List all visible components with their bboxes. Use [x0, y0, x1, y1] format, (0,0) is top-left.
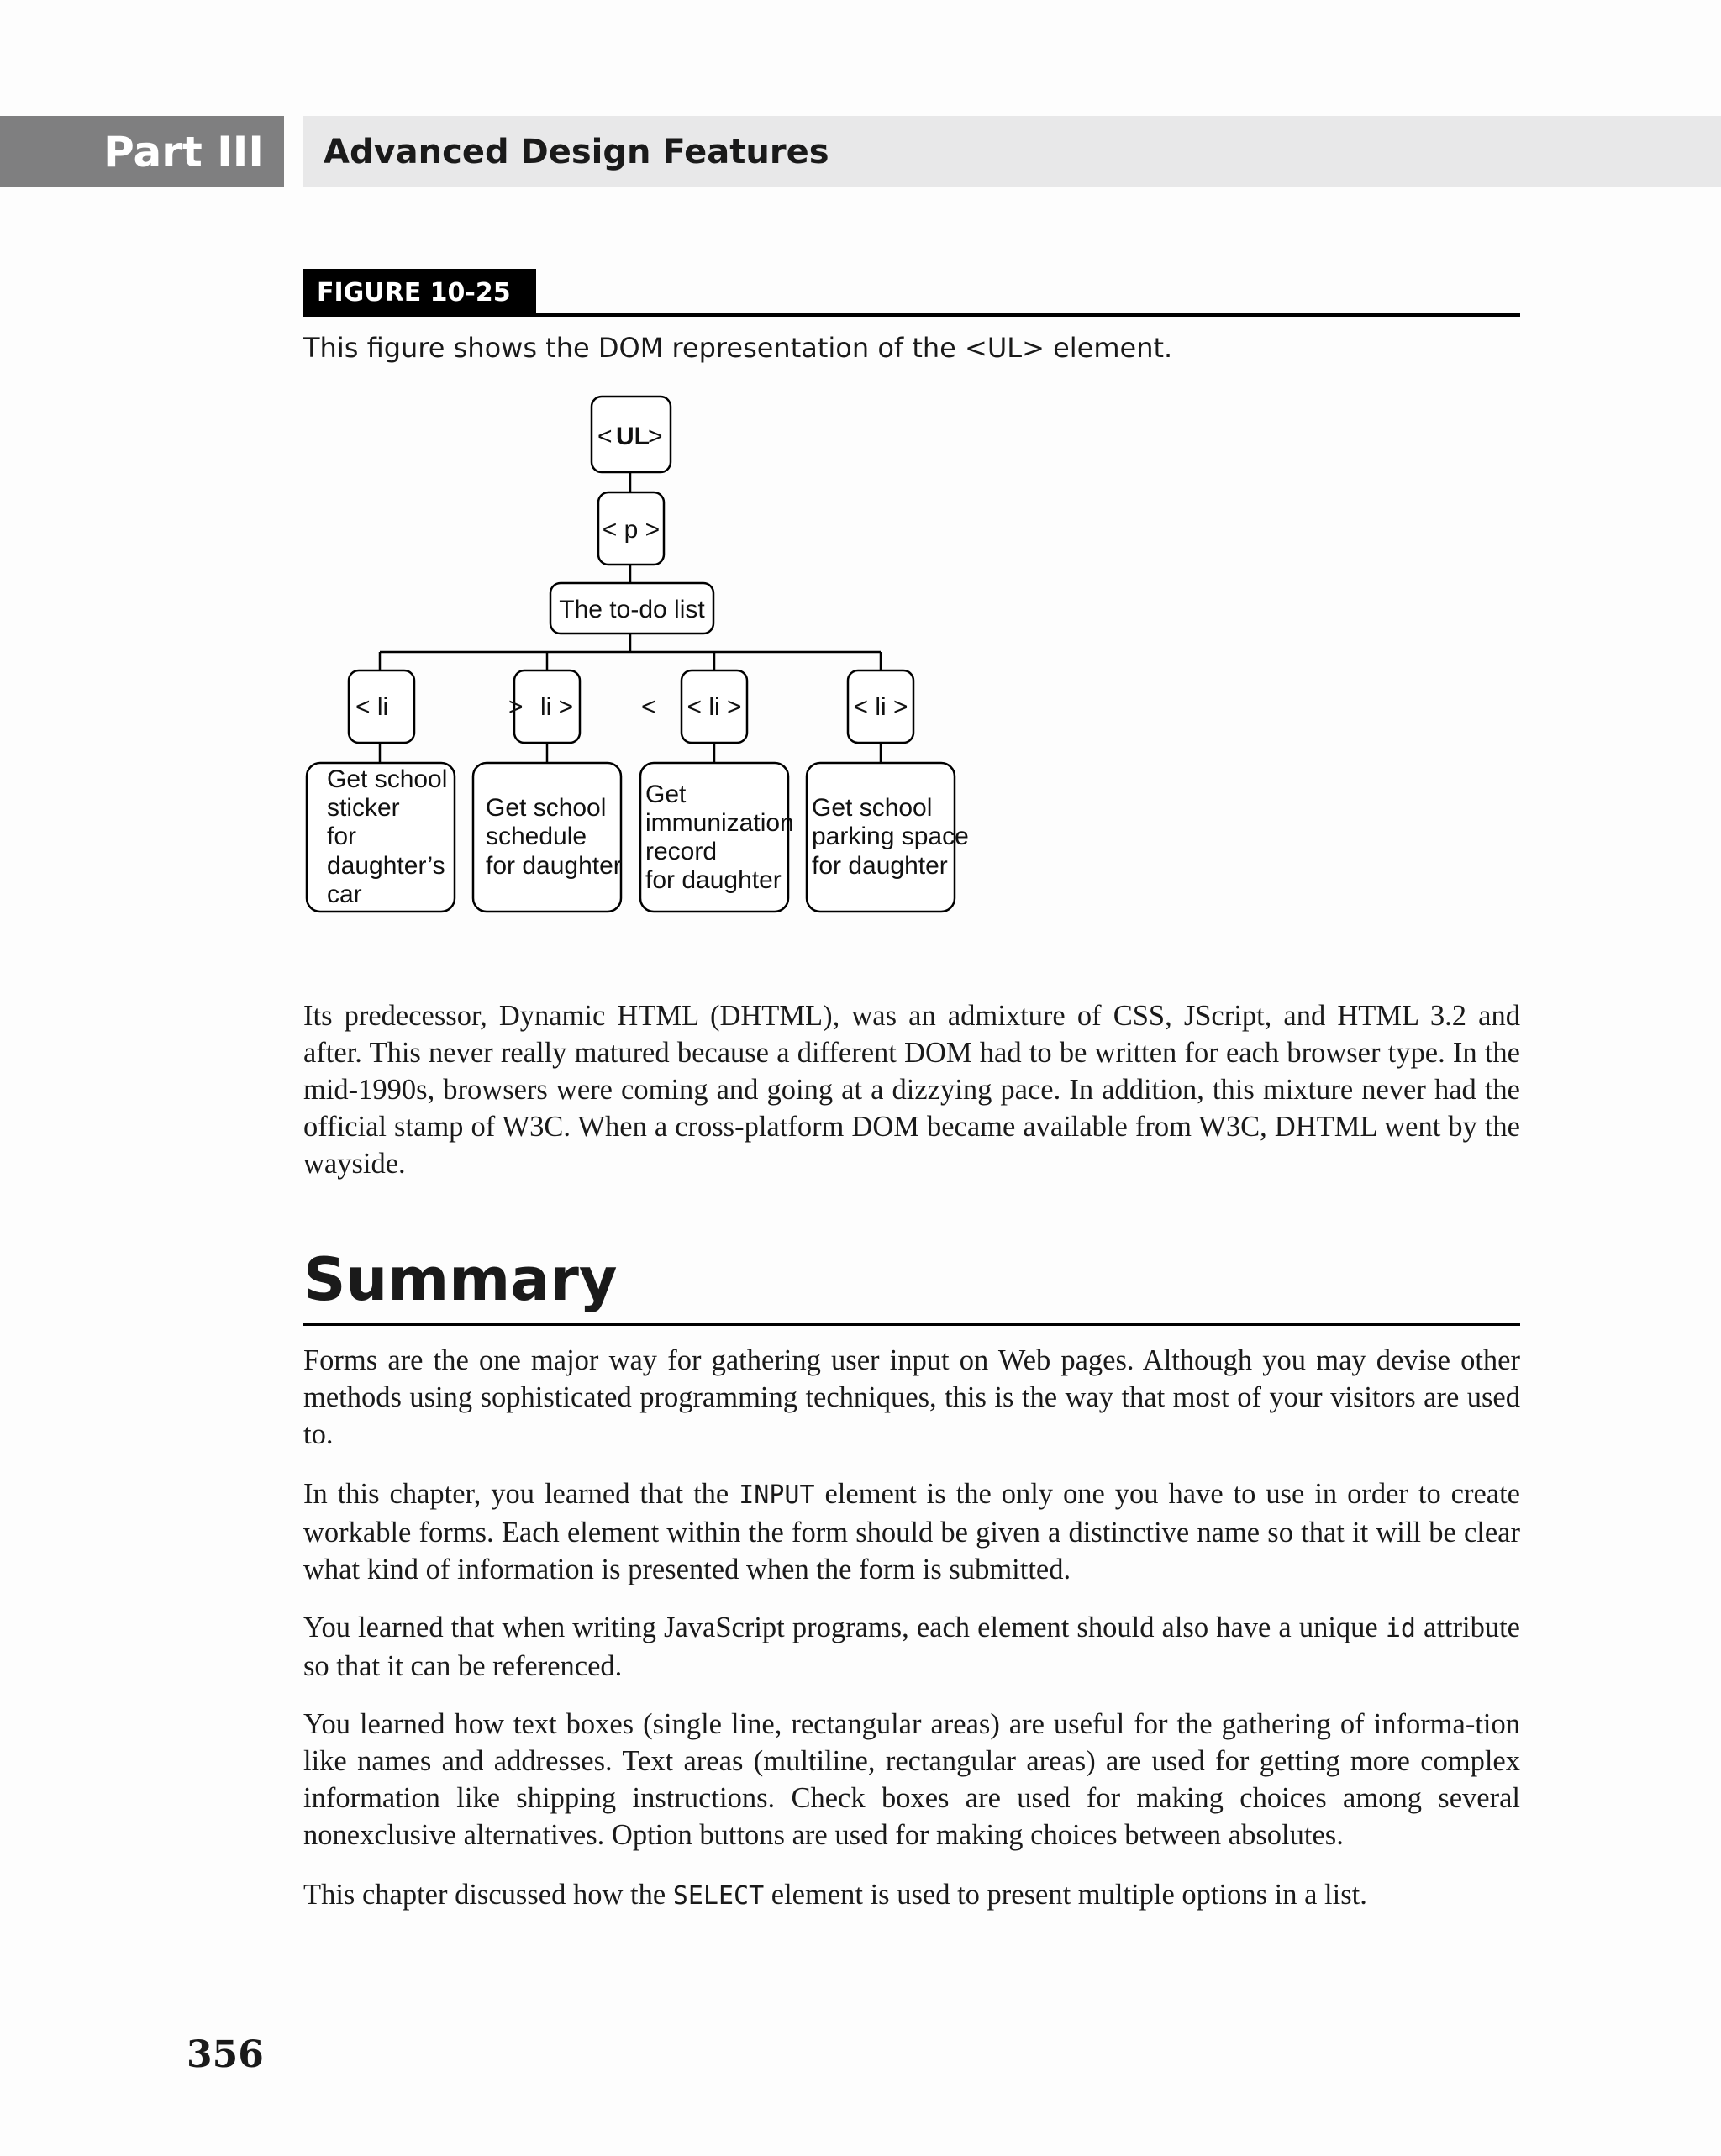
- item-1-line-5: car: [327, 881, 362, 908]
- item-box-3: [640, 763, 794, 912]
- item-3-line-3: record: [645, 838, 718, 865]
- item-4-line-3: for daughter: [812, 852, 948, 880]
- paragraph-text: element is used to present multiple options in a list.: [764, 1879, 1367, 1911]
- li-node-1: [349, 670, 414, 743]
- item-box-4: [807, 763, 969, 912]
- li-node-2: [514, 670, 580, 743]
- item-2-line-1: Get school: [486, 794, 607, 822]
- text-node-label: The to-do list: [559, 596, 705, 623]
- item-1-line-1: Get school: [327, 765, 448, 793]
- text-node: [550, 583, 713, 634]
- item-box-1: [307, 763, 455, 912]
- figure-label: FIGURE 10-25: [303, 269, 536, 316]
- item-1-line-3: for: [327, 823, 357, 850]
- paragraph-text: This chapter discussed how the: [303, 1879, 673, 1911]
- summary-paragraph-2: [303, 1475, 1520, 1588]
- li-label-4: < li >: [853, 693, 908, 721]
- li-label-3: < li >: [687, 693, 742, 721]
- item-1-line-2: sticker: [327, 794, 400, 822]
- stray-lt-glyph: <: [641, 693, 656, 721]
- item-4-line-2: parking space: [812, 823, 969, 850]
- li-label-1: < li: [355, 693, 389, 721]
- section-heading: Summary: [303, 1245, 618, 1314]
- summary-paragraph-4: You learned how text boxes (single line, rectangular areas) are useful for the gathering of informa-tion like names and addresses. Text areas (multiline, rectangular areas) are used for getting more complex information like shipping instructions. Check boxes are used for making choices among several nonexclusive alternatives. Option buttons are used for making choices between absolutes.: [303, 1708, 1520, 1851]
- page-number: 356: [187, 2033, 264, 2076]
- ul-open-bracket: <: [597, 423, 613, 450]
- paragraph-text: In this chapter, you learned that the: [303, 1478, 739, 1510]
- item-1-line-4: daughter’s: [327, 852, 445, 880]
- dom-tree-diagram: [0, 0, 1721, 941]
- code-id: id: [1385, 1614, 1416, 1643]
- item-3-line-1: Get: [645, 781, 687, 808]
- item-2-line-3: for daughter: [486, 852, 622, 880]
- code-select: SELECT: [672, 1881, 765, 1911]
- section-rule: [303, 1323, 1520, 1326]
- summary-paragraph-1: Forms are the one major way for gathering user input on Web pages. Although you may devise other methods using sophisticated programming techniques, this is the way that most of your visitors are used to.: [303, 1344, 1520, 1450]
- ul-label: UL: [616, 423, 650, 450]
- code-input: INPUT: [739, 1480, 815, 1510]
- ul-node: [592, 397, 671, 472]
- figure-caption: This figure shows the DOM representation of the <UL> element.: [303, 332, 1173, 364]
- part-tab: Part III: [0, 116, 284, 187]
- body-paragraph: Its predecessor, Dynamic HTML (DHTML), was an admixture of CSS, JScript, and HTML 3.2 and after. This never really matured because a different DOM had to be written for each browser type. In the mid-1990s, browsers were coming and going at a dizzying pace. In addition, this mixture never had the official stamp of W3C. When a cross-platform DOM became available from W3C, DHTML went by the wayside.: [303, 1000, 1520, 1180]
- ul-close-bracket: >: [648, 423, 663, 450]
- paragraph-text: You learned that when writing JavaScript programs, each element should also have a unique: [303, 1612, 1386, 1643]
- chapter-title: Advanced Design Features: [303, 116, 1721, 187]
- summary-paragraph-5: [303, 1876, 1520, 1915]
- li-label-2: li >: [540, 693, 574, 721]
- p-label: < p >: [602, 516, 661, 544]
- li-node-4: [848, 670, 913, 743]
- summary-paragraph-3: [303, 1609, 1520, 1685]
- paragraph-text: element is the only one you have to use in order to create workable forms. Each element within the form should be given a distinctive name so that it will be clear what kind of information is presented when the form is submitted.: [303, 1478, 1520, 1585]
- item-4-line-1: Get school: [812, 794, 933, 822]
- stray-gt-glyph: >: [508, 693, 524, 721]
- item-box-2: [473, 763, 622, 912]
- paragraph-text: attribute so that it can be referenced.: [303, 1612, 1520, 1682]
- p-node: [598, 492, 664, 565]
- item-2-line-2: schedule: [486, 823, 587, 850]
- li-node-3: [682, 670, 747, 743]
- item-3-line-4: for daughter: [645, 866, 782, 894]
- item-3-line-2: immunization: [645, 809, 794, 837]
